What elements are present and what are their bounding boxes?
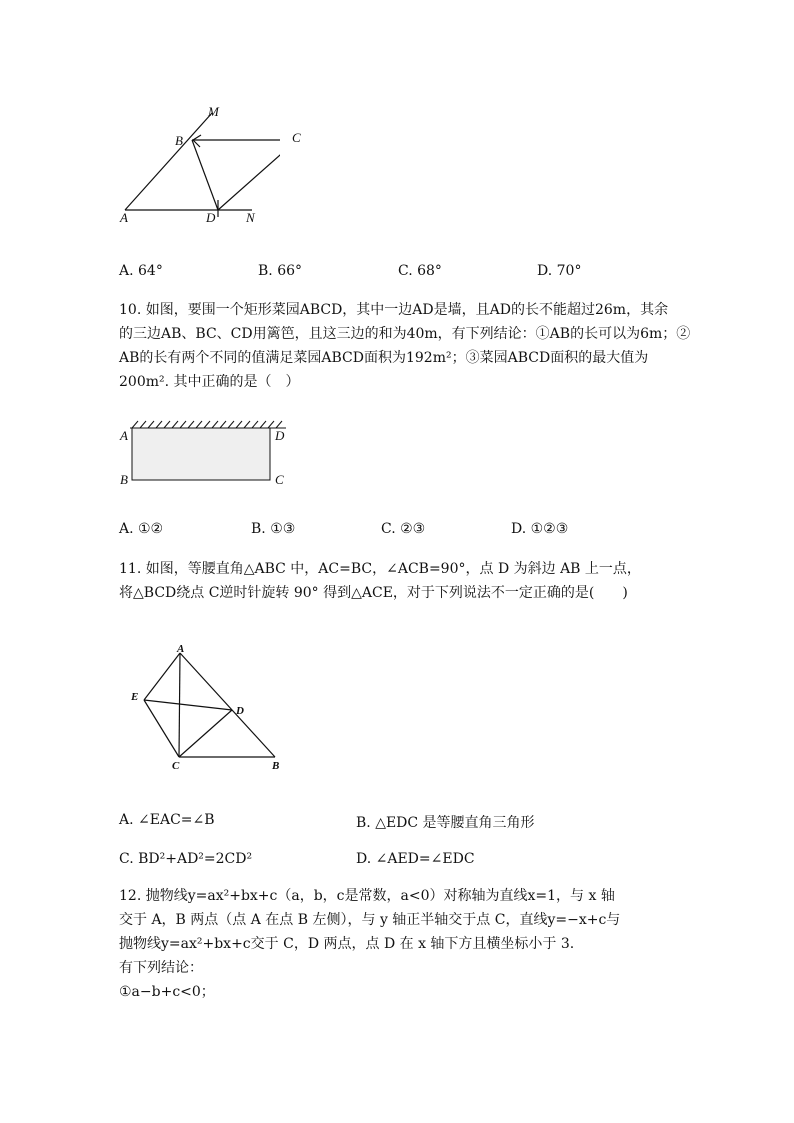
- q10-line-4: 200m². 其中正确的是（ ）: [119, 374, 300, 390]
- side-AC: [179, 653, 180, 757]
- q10-line-1: 10. 如图，要围一个矩形菜园ABCD，其中一边AD是墙，且AD的长不能超过26m，其余: [119, 302, 669, 318]
- q10-option-b: B. ①③: [251, 521, 296, 537]
- q12-line-1: 12. 抛物线y=ax²+bx+c（a，b，c是常数，a<0）对称轴为直线x=1，与 x 轴: [119, 888, 615, 904]
- fig10-label-A: A: [120, 428, 128, 443]
- q12-question: [119, 884, 620, 1004]
- fig10-label-D: D: [275, 428, 285, 443]
- q10-question: [119, 298, 690, 394]
- q10-line-3: AB的长有两个不同的值满足菜园ABCD面积为192m²；③菜园ABCD面积的最大值为: [119, 350, 649, 366]
- side-ED: [144, 700, 232, 710]
- side-EC: [144, 700, 179, 757]
- q9-option-b: B. 66°: [258, 263, 303, 279]
- q11-line-2: 将△BCD绕点 C逆时针旋转 90° 得到△ACE，对于下列说法不一定正确的是( ): [119, 585, 628, 601]
- q12-line-2: 交于 A，B 两点（点 A 在点 B 左侧），与 y 轴正半轴交于点 C，直线y=−x+c与: [119, 912, 621, 928]
- q9-option-c: C. 68°: [398, 263, 442, 279]
- q10-figure: [120, 418, 290, 488]
- line-BD: [192, 140, 218, 210]
- q11-option-a: A. ∠EAC=∠B: [119, 812, 215, 828]
- q10-line-2: 的三边AB、BC、CD用篱笆，且这三边的和为40m，有下列结论：①AB的长可以为6m；②: [119, 326, 691, 342]
- wall-hatching: [132, 421, 282, 428]
- fig9-label-A: A: [120, 210, 128, 225]
- line-AM: [125, 113, 212, 210]
- q12-line-4: 有下列结论：: [119, 960, 203, 976]
- garden-rectangle: [132, 428, 270, 480]
- q10-option-d: D. ①②③: [511, 521, 569, 537]
- side-CD: [179, 710, 232, 757]
- q12-line-5: ①a−b+c<0；: [119, 984, 215, 1000]
- q10-option-a: A. ①②: [119, 521, 164, 537]
- fig11-label-E: E: [131, 691, 139, 703]
- q11-line-1: 11. 如图，等腰直角△ABC 中，AC=BC，∠ACB=90°，点 D 为斜边 AB 上一点，: [119, 561, 641, 577]
- side-AB: [180, 653, 275, 757]
- q12-line-3: 抛物线y=ax²+bx+c交于 C，D 两点，点 D 在 x 轴下方且横坐标小于 3.: [119, 936, 575, 952]
- fig11-label-A: A: [177, 643, 185, 655]
- side-AE: [144, 653, 180, 700]
- q11-option-d: D. ∠AED=∠EDC: [356, 851, 475, 867]
- fig9-label-C: C: [292, 130, 301, 145]
- fig9-label-M: M: [208, 104, 219, 119]
- fig10-label-C: C: [275, 472, 284, 487]
- fig11-label-B: B: [272, 760, 280, 772]
- q11-figure: [130, 640, 290, 770]
- q11-option-b: B. △EDC 是等腰直角三角形: [356, 815, 535, 831]
- q11-option-c: C. BD²+AD²=2CD²: [119, 851, 253, 867]
- line-DC: [218, 140, 280, 210]
- fig11-label-D: D: [236, 705, 244, 717]
- q10-option-c: C. ②③: [381, 521, 426, 537]
- q11-question: [119, 557, 641, 605]
- q9-option-a: A. 64°: [119, 263, 163, 279]
- fig9-label-N: N: [246, 210, 255, 225]
- q9-option-d: D. 70°: [537, 263, 582, 279]
- fig9-label-B: B: [175, 133, 183, 148]
- fig10-label-B: B: [120, 472, 128, 487]
- fig11-label-C: C: [172, 760, 180, 772]
- fig9-label-D: D: [206, 210, 216, 225]
